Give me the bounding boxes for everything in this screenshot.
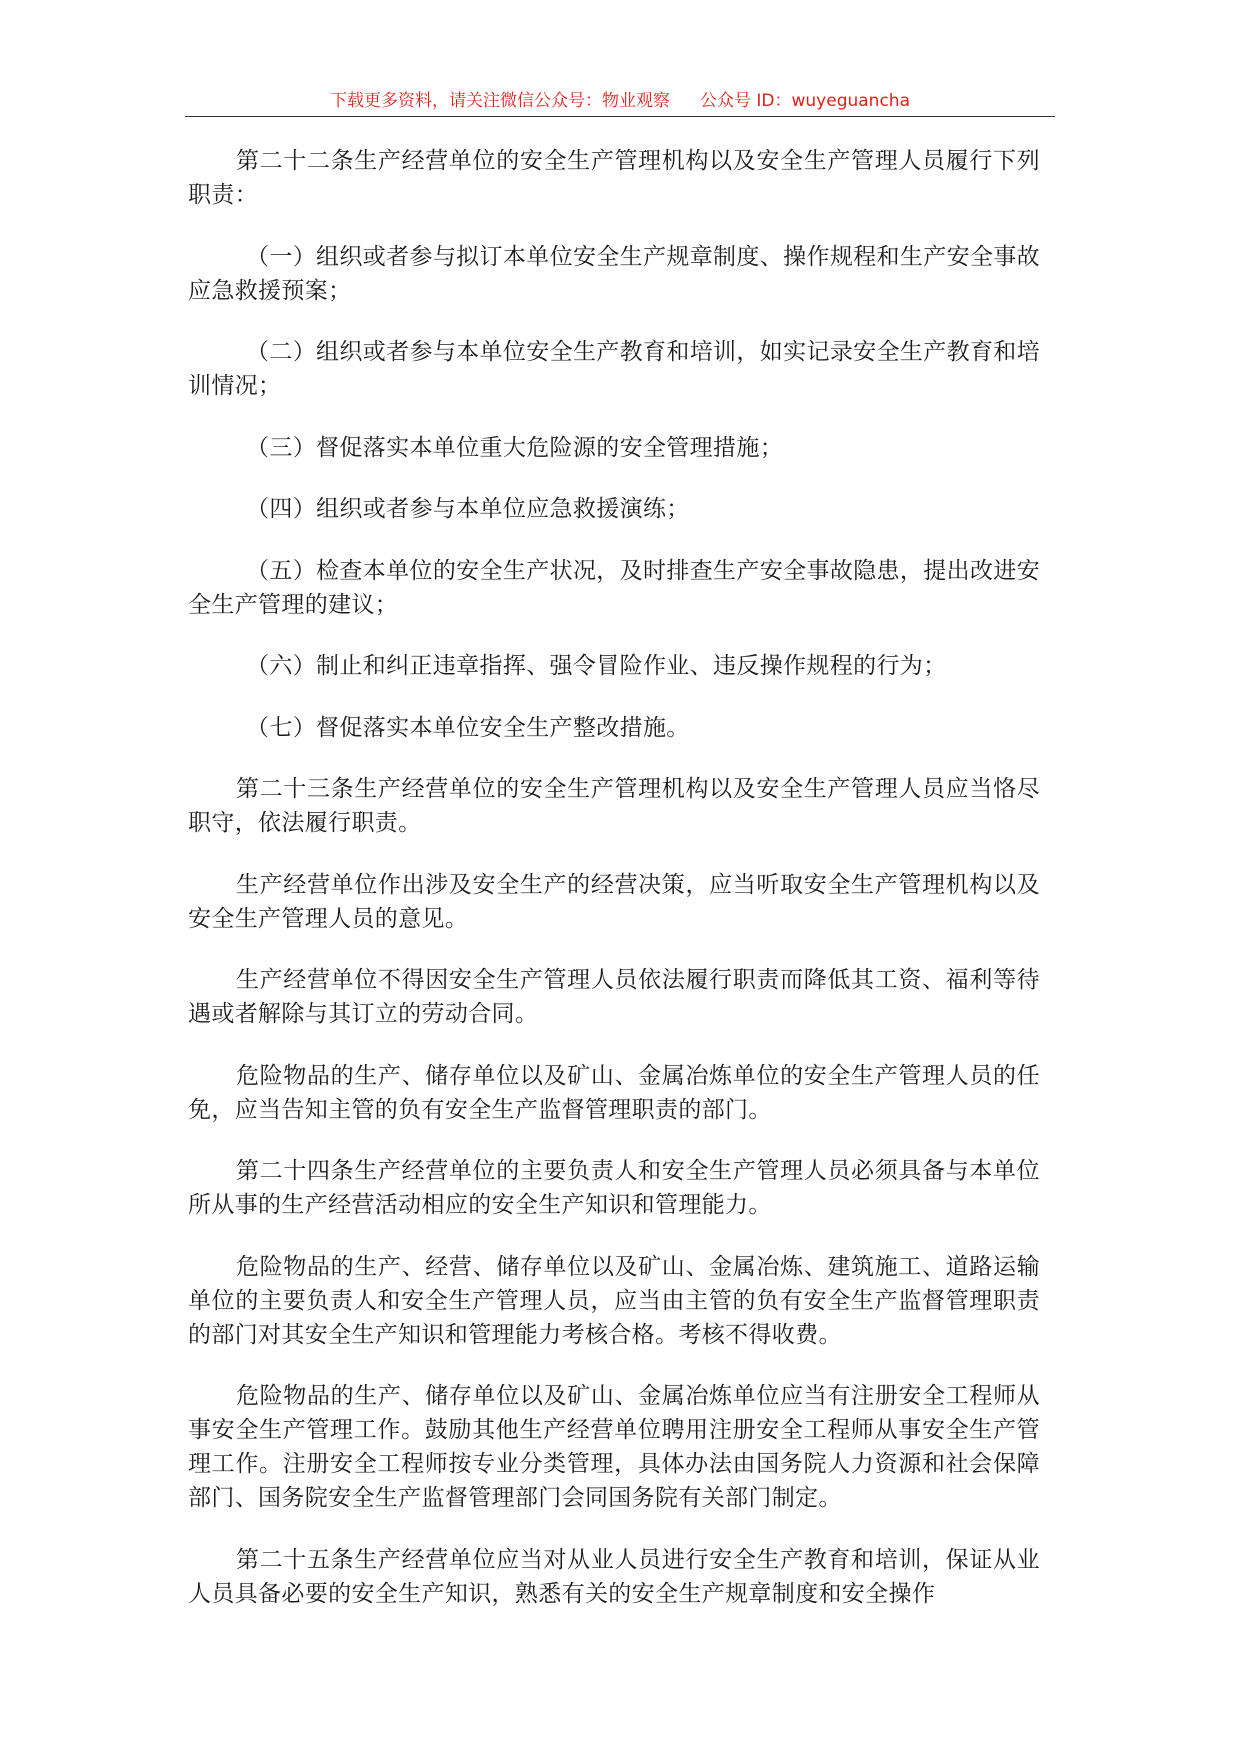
paragraph-article-25: 第二十五条生产经营单位应当对从业人员进行安全生产教育和培训，保证从业人员具备必要的安全生产知识，熟悉有关的安全生产规章制度和安全操作	[188, 1546, 1040, 1607]
account-id-text: 公众号 ID：wuyeguancha	[699, 91, 910, 111]
paragraph-registered-engineer: 危险物品的生产、储存单位以及矿山、金属冶炼单位应当有注册安全工程师从事安全生产管理工作。鼓励其他生产经营单位聘用注册安全工程师从事安全生产管理工作。注册安全工程师按专业分类管理，具体办法由国务院人力资源和社会保障部门、国务院安全生产监督管理部门会同国务院有关部门制定。	[188, 1383, 1040, 1511]
paragraph-article-23: 第二十三条生产经营单位的安全生产管理机构以及安全生产管理人员应当恪尽职守，依法履行职责。	[188, 776, 1040, 836]
paragraph-decision-consultation: 生产经营单位作出涉及安全生产的经营决策，应当听取安全生产管理机构以及安全生产管理人员的意见。	[188, 871, 1040, 932]
page-header	[185, 86, 1055, 117]
paragraph-article-22: 第二十二条生产经营单位的安全生产管理机构以及安全生产管理人员履行下列职责：	[188, 148, 1040, 208]
list-item-duty-5: （五）检查本单位的安全生产状况，及时排查生产安全事故隐患，提出改进安全生产管理的建议；	[188, 557, 1040, 618]
list-item-duty-1: （一）组织或者参与拟订本单位安全生产规章制度、操作规程和生产安全事故应急救援预案；	[188, 243, 1040, 304]
document-body	[188, 144, 1040, 1638]
paragraph-no-retaliation: 生产经营单位不得因安全生产管理人员依法履行职责而降低其工资、福利等待遇或者解除与其订立的劳动合同。	[188, 967, 1040, 1027]
promo-text: 下载更多资料，请关注微信公众号：物业观察	[329, 91, 670, 111]
list-item-duty-6: （六）制止和纠正违章指挥、强令冒险作业、违反操作规程的行为；	[246, 653, 947, 679]
paragraph-article-24: 第二十四条生产经营单位的主要负责人和安全生产管理人员必须具备与本单位所从事的生产经营活动相应的安全生产知识和管理能力。	[188, 1158, 1040, 1218]
list-item-duty-2: （二）组织或者参与本单位安全生产教育和培训，如实记录安全生产教育和培训情况；	[188, 339, 1040, 399]
paragraph-assessment: 危险物品的生产、经营、储存单位以及矿山、金属冶炼、建筑施工、道路运输单位的主要负责人和安全生产管理人员，应当由主管的负有安全生产监督管理职责的部门对其安全生产知识和管理能力考核合格。考核不得收费。	[188, 1253, 1040, 1348]
list-item-duty-4: （四）组织或者参与本单位应急救援演练；	[246, 496, 690, 522]
paragraph-appointment-notice: 危险物品的生产、储存单位以及矿山、金属冶炼单位的安全生产管理人员的任免，应当告知主管的负有安全生产监督管理职责的部门。	[188, 1062, 1040, 1123]
list-item-duty-7: （七）督促落实本单位安全生产整改措施。	[246, 714, 690, 741]
list-item-duty-3: （三）督促落实本单位重大危险源的安全管理措施；	[246, 434, 784, 461]
